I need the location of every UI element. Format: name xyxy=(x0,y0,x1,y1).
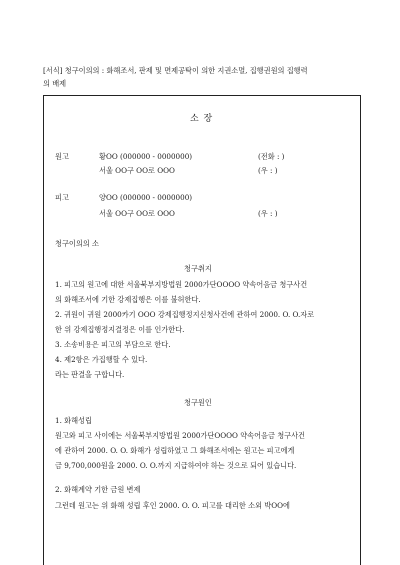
defendant-address: 서울 OO구 OO로 OOO xyxy=(99,209,175,218)
cause-line: 2. 화해계약 기한 금원 변제 xyxy=(55,485,141,494)
claim-line: 1. 피고의 원고에 대한 서울북부지방법원 2000가단OOOO 약속어음금 청구사건 xyxy=(55,280,308,289)
claim-heading: 청구취지 xyxy=(184,264,212,273)
defendant-role-label: 피고 xyxy=(55,193,69,202)
plaintiff-role-label: 원고 xyxy=(55,152,69,161)
cause-heading: 청구원인 xyxy=(184,398,212,407)
defendant-zip: (우 : ) xyxy=(258,209,278,218)
case-name: 청구이의의 소 xyxy=(55,239,99,248)
claim-line: 라는 판결을 구합니다. xyxy=(55,370,125,379)
document-caption-line1: [서식] 청구이의의 : 화해조서, 판제 및 면제공탁이 의한 지권소멸, 집행권원의 집행력 xyxy=(43,66,308,75)
cause-line: 원고와 피고 사이에는 서울북부지방법원 2000가단OOOO 약속어음금 청구사건 xyxy=(55,431,305,440)
plaintiff-address: 서울 OO구 OO로 OOO xyxy=(99,166,175,175)
plaintiff-phone: (전화 : ) xyxy=(258,152,285,161)
document-caption-line2: 의 배제 xyxy=(43,79,67,88)
claim-line: 2. 귀원이 귀원 2000카기 OOO 강제집행정지신청사건에 관하여 2000. O. O.자로 xyxy=(55,310,315,319)
cause-line: 금 9,700,000원을 2000. O. O.까지 지급하여야 하는 것으로 되어 있습니다. xyxy=(55,461,297,470)
claim-line: 4. 제2항은 가집행할 수 있다. xyxy=(55,355,148,364)
document-title: 소 장 xyxy=(190,114,214,124)
claim-line: 3. 소송비용은 피고의 부담으로 한다. xyxy=(55,340,171,349)
cause-line: 1. 화해성립 xyxy=(55,416,92,425)
cause-line: 그런데 원고는 위 화해 성립 후인 2000. O. O. 피고를 대리한 소외 박OO에 xyxy=(55,501,290,510)
claim-line: 의 화해조서에 기한 강제집행은 이를 불허한다. xyxy=(55,295,201,304)
cause-line: 에 관하여 2000. O. O. 화해가 성립하였고 그 화해조서에는 원고는 피고에게 xyxy=(55,446,295,455)
plaintiff-zip: (우 : ) xyxy=(258,166,278,175)
defendant-name: 양OO (000000 - 0000000) xyxy=(99,193,193,202)
claim-line: 한 위 강제집행정지결정은 이를 인가한다. xyxy=(55,325,185,334)
plaintiff-name: 황OO (000000 - 0000000) xyxy=(99,152,193,161)
